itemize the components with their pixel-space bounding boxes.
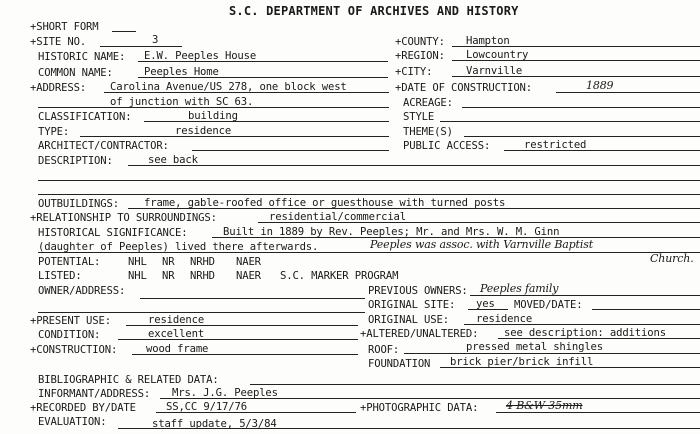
previous-owners-label: PREVIOUS OWNERS: (368, 285, 468, 297)
short-form-label: +SHORT FORM (30, 21, 99, 33)
type-line (80, 136, 389, 137)
condition-value: excellent (148, 328, 205, 340)
construction-line (132, 354, 358, 355)
public-access-label: PUBLIC ACCESS: (403, 140, 491, 152)
historic-name-value: E.W. Peeples House (144, 50, 257, 62)
date-construction-value: 1889 (586, 79, 614, 92)
evaluation-line (118, 428, 700, 429)
city-value: Varnville (466, 65, 523, 77)
classification-label: CLASSIFICATION: (38, 111, 132, 123)
type-value: residence (175, 125, 232, 137)
photographic-value: 4 B&W 35mm (506, 399, 583, 412)
common-name-value: Peeples Home (144, 66, 219, 78)
classification-line (144, 121, 389, 122)
description-label: DESCRIPTION: (38, 155, 113, 167)
significance-label: HISTORICAL SIGNIFICANCE: (38, 227, 188, 239)
present-use-line (126, 325, 358, 326)
listed-naer: NAER (236, 270, 261, 282)
relationship-label: +RELATIONSHIP TO SURROUNDINGS: (30, 212, 217, 224)
construction-value: wood frame (146, 343, 209, 355)
type-label: TYPE: (38, 126, 70, 138)
potential-label: POTENTIAL: (38, 256, 101, 268)
condition-line (118, 339, 358, 340)
relationship-value: residential/commercial (269, 211, 407, 223)
description-line-1 (128, 165, 700, 166)
themes-line (464, 136, 700, 137)
construction-label: +CONSTRUCTION: (30, 344, 118, 356)
county-value: Hampton (466, 35, 510, 47)
original-use-line (464, 324, 700, 325)
county-label: +COUNTY: (395, 36, 445, 48)
bibliographic-line (250, 384, 700, 385)
roof-label: ROOF: (368, 344, 400, 356)
roof-value: pressed metal shingles (466, 341, 604, 353)
short-form-line (112, 31, 136, 32)
listed-nrhd: NRHD (190, 270, 215, 282)
potential-nr: NR (162, 256, 175, 268)
owner-address-label: OWNER/ADDRESS: (38, 285, 126, 297)
condition-label: CONDITION: (38, 329, 101, 341)
form-title: S.C. DEPARTMENT OF ARCHIVES AND HISTORY (229, 4, 519, 18)
roof-line (404, 353, 700, 354)
original-site-line (468, 309, 508, 310)
significance-underline-2 (38, 252, 700, 253)
previous-owners-value: Peeples family (480, 282, 559, 295)
description-line-3 (38, 194, 700, 195)
present-use-value: residence (148, 314, 205, 326)
foundation-label: FOUNDATION (368, 358, 431, 370)
significance-handwritten-1: Peeples was assoc. with Varnville Baptist (370, 238, 593, 251)
altered-line (498, 338, 700, 339)
classification-value: building (188, 110, 238, 122)
description-line-2 (38, 180, 700, 181)
city-line (452, 76, 700, 77)
listed-nhl: NHL (128, 270, 147, 282)
potential-nrhd: NRHD (190, 256, 215, 268)
significance-line-2: (daughter of Peeples) lived there afterwards. (38, 241, 319, 253)
date-construction-line (556, 92, 700, 93)
relationship-line (258, 222, 700, 223)
address-label: +ADDRESS: (30, 82, 87, 94)
foundation-value: brick pier/brick infill (450, 356, 594, 368)
region-label: +REGION: (395, 50, 445, 62)
architect-label: ARCHITECT/CONTRACTOR: (38, 140, 169, 152)
owner-address-line-2 (38, 312, 365, 313)
listed-label: LISTED: (38, 270, 82, 282)
moved-date-line (592, 309, 700, 310)
outbuildings-value: frame, gable-roofed office or guesthouse with turned posts (144, 197, 506, 209)
previous-owners-line (470, 295, 700, 296)
site-no-label: +SITE NO. (30, 36, 87, 48)
original-site-label: ORIGINAL SITE: (368, 299, 456, 311)
common-name-label: COMMON NAME: (38, 67, 113, 79)
address-line-2: of junction with SC 63. (110, 96, 254, 108)
acreage-line (462, 107, 700, 108)
significance-line-1: Built in 1889 by Rev. Peeples; Mr. and Mrs. W. M. Ginn (223, 226, 560, 238)
address-underline-1 (104, 92, 389, 93)
potential-naer: NAER (236, 256, 261, 268)
date-construction-label: +DATE OF CONSTRUCTION: (395, 82, 533, 94)
evaluation-label: EVALUATION: (38, 416, 107, 428)
historic-name-label: HISTORIC NAME: (38, 51, 126, 63)
style-line (440, 121, 700, 122)
informant-label: INFORMANT/ADDRESS: (38, 388, 151, 400)
region-line (452, 60, 700, 61)
description-value: see back (148, 154, 198, 166)
sc-marker-program: S.C. MARKER PROGRAM (280, 270, 399, 282)
altered-value: see description: additions (504, 327, 666, 339)
foundation-line (440, 367, 700, 368)
acreage-label: ACREAGE: (403, 97, 453, 109)
public-access-value: restricted (524, 139, 587, 151)
site-no-line (100, 46, 182, 47)
owner-address-line-1 (140, 298, 365, 299)
listed-nr: NR (162, 270, 175, 282)
city-label: +CITY: (395, 66, 433, 78)
potential-nhl: NHL (128, 256, 147, 268)
original-use-value: residence (476, 313, 533, 325)
themes-label: THEME(S) (403, 126, 453, 138)
outbuildings-line (128, 208, 700, 209)
style-label: STYLE (403, 111, 435, 123)
present-use-label: +PRESENT USE: (30, 315, 111, 327)
evaluation-value: staff update, 5/3/84 (152, 418, 277, 430)
common-name-line (138, 77, 388, 78)
original-site-value: yes (476, 298, 495, 310)
address-line-1: Carolina Avenue/US 278, one block west (110, 81, 347, 93)
site-no-value: 3 (152, 34, 159, 46)
outbuildings-label: OUTBUILDINGS: (38, 198, 119, 210)
bibliographic-label: BIBLIOGRAPHIC & RELATED DATA: (38, 374, 219, 386)
recorded-value: SS,CC 9/17/76 (166, 401, 247, 413)
photographic-line (496, 412, 700, 413)
address-underline-2 (38, 107, 389, 108)
public-access-line (504, 150, 700, 151)
significance-handwritten-2: Church. (650, 252, 694, 265)
region-value: Lowcountry (466, 49, 529, 61)
photographic-label: +PHOTOGRAPHIC DATA: (360, 402, 479, 414)
informant-line (160, 398, 700, 399)
recorded-label: +RECORDED BY/DATE (30, 402, 136, 414)
historic-name-line (138, 61, 388, 62)
original-use-label: ORIGINAL USE: (368, 314, 449, 326)
informant-value: Mrs. J.G. Peeples (172, 387, 278, 399)
county-line (452, 46, 700, 47)
altered-label: +ALTERED/UNALTERED: (360, 328, 479, 340)
architect-line (192, 150, 389, 151)
moved-date-label: MOVED/DATE: (514, 299, 583, 311)
recorded-line (156, 412, 356, 413)
